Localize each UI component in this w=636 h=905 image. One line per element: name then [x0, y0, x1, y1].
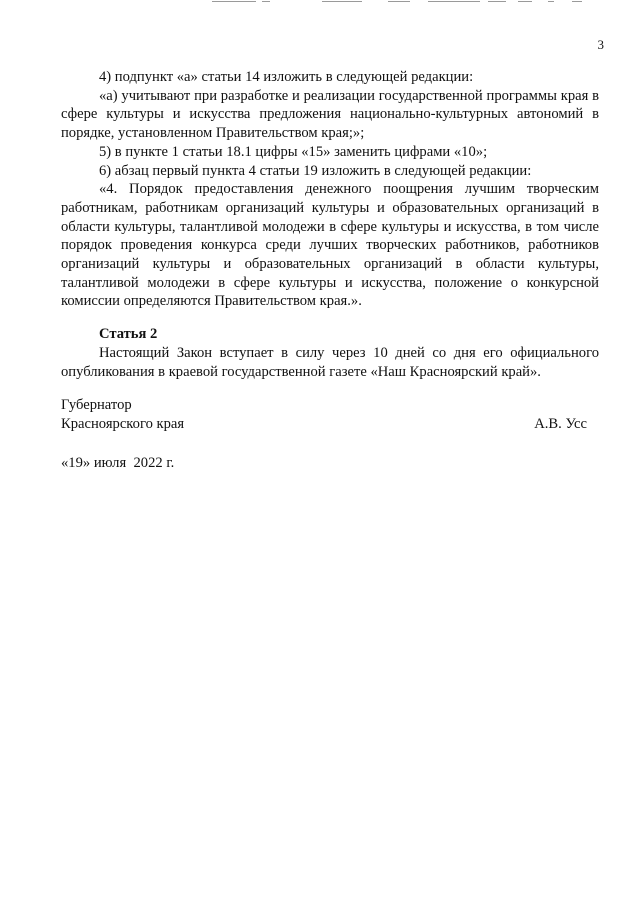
amendment-item-6-text: «4. Порядок предоставления денежного поощрения лучшим творческим работникам, работникам организаций культуры и образовательных организаций в области культуры, талантливой молодежи в сфере культуры и искусства, в том числе порядок проведения конкурса среди лучших творческих работников, работников организаций культуры и образовательных организаций в области культуры, талантливой молодежи в сфере культуры и искусства, положение о конкурсной комиссии определяются Правительством края.».: [61, 181, 599, 310]
signatory-name: А.В. Усс: [534, 416, 587, 432]
signatory-title-line1: Губернатор: [61, 397, 132, 413]
document-body: [61, 68, 599, 381]
amendment-item-6: 6) абзац первый пункта 4 статьи 19 изложить в следующей редакции:: [99, 162, 532, 179]
article-2-text: Настоящий Закон вступает в силу через 10 дней со дня его официального опубликования в краевой государственной газете «Наш Красноярский край».: [61, 344, 599, 380]
signatory-title-line2: Красноярского края: [61, 416, 185, 432]
signature-block: [61, 396, 587, 434]
document-date: «19» июля 2022 г.: [61, 455, 175, 471]
amendment-item-4: 4) подпункт «а» статьи 14 изложить в следующей редакции:: [99, 69, 474, 85]
article-2-heading: Статья 2: [99, 326, 158, 343]
amendment-item-4-text: «а) учитывают при разработке и реализации государственной программы края в сфере культуры и искусства предложения национально-культурных автономий в порядке, установленном Правительством края;»;: [61, 87, 599, 142]
page-number: 3: [597, 37, 604, 52]
scan-artifact-marks: [0, 0, 636, 4]
amendment-item-5: 5) в пункте 1 статьи 18.1 цифры «15» заменить цифрами «10»;: [99, 143, 488, 160]
